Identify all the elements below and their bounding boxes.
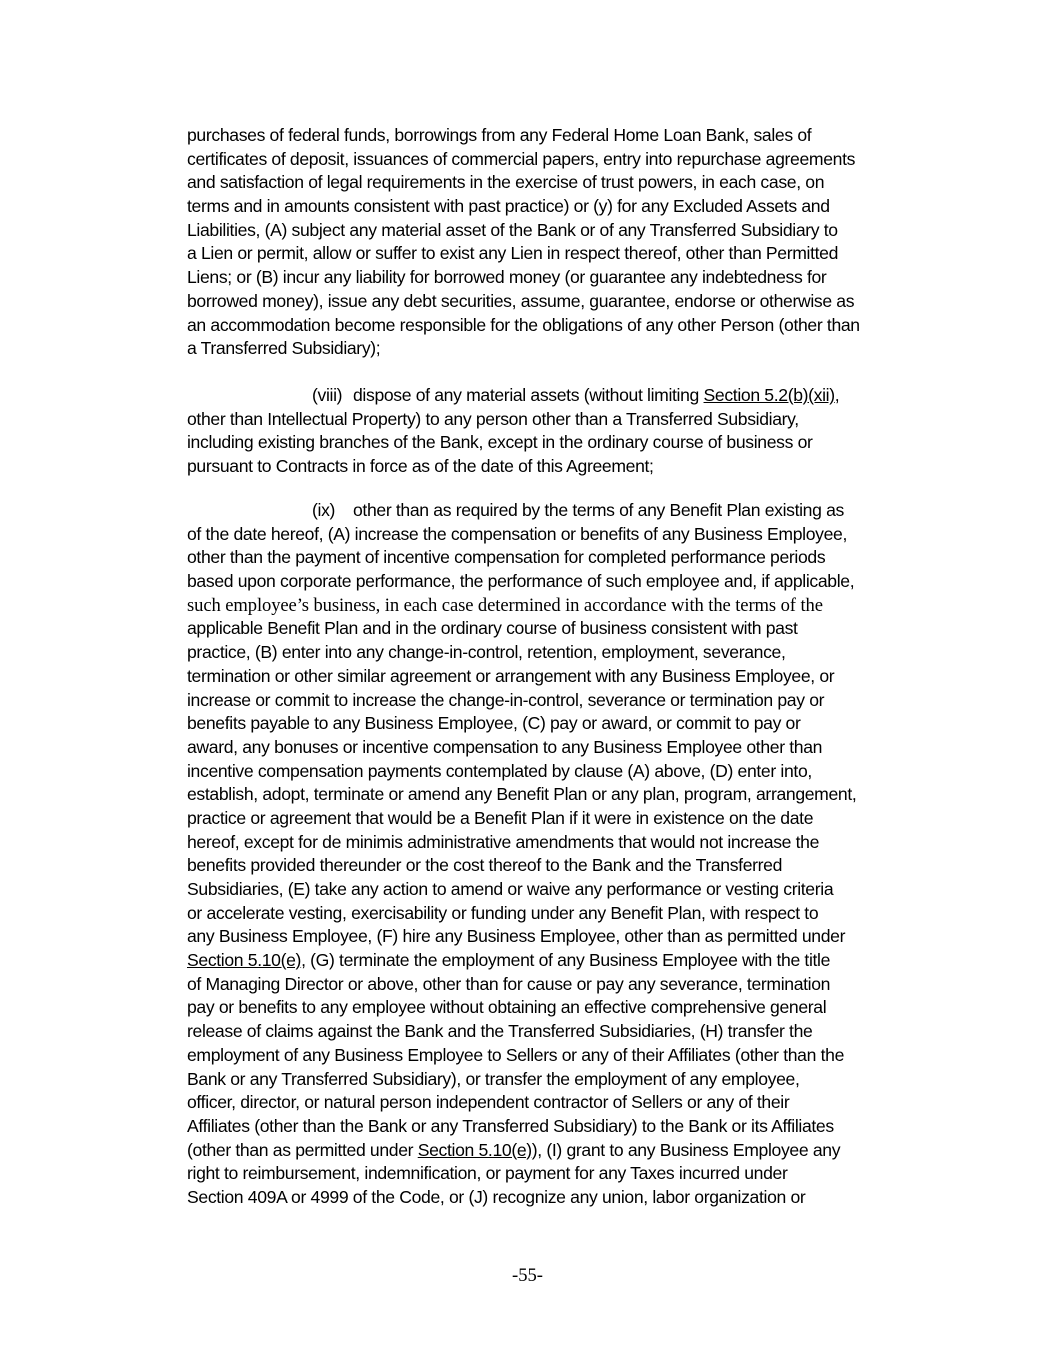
clause-ix-line: establish, adopt, terminate or amend any Benefit Plan or any plan, program, arrangement, (187, 784, 857, 805)
clause-viii-lines (187, 408, 935, 479)
clause-ix-line: other than the payment of incentive compensation for completed performance periods (187, 547, 826, 568)
clause-ix-line: incentive compensation payments contemplated by clause (A) above, (D) enter into, (187, 760, 812, 781)
continuation-line: terms and in amounts consistent with past practice) or (y) for any Excluded Assets and (187, 196, 830, 217)
section-ref-5-10-e: Section 5.10(e) (187, 950, 302, 971)
clause-ix-line: officer, director, or natural person independent contractor of Sellers or any of their (187, 1092, 790, 1113)
section-ref-5-2-b-xii: Section 5.2(b)(xii) (703, 385, 835, 405)
continuation-line: a Lien or permit, allow or suffer to exist any Lien in respect thereof, other than Permitted (187, 243, 839, 264)
clause-viii-line: other than Intellectual Property) to any person other than a Transferred Subsidiary, (187, 408, 799, 429)
clause-ix-line: benefits payable to any Business Employee, (C) pay or award, or commit to pay or (187, 713, 801, 734)
clause-ix-line: Subsidiaries, (E) take any action to amend or waive any performance or vesting criteria (187, 879, 834, 899)
continuation-line: and satisfaction of legal requirements in the exercise of trust powers, in each case, on (187, 172, 825, 193)
continuation-line: certificates of deposit, issuances of commercial papers, entry into repurchase agreements (187, 148, 856, 169)
clause-ix-lines-a (187, 523, 935, 594)
clause-ix-ref-line-2-before: (other than as permitted under (187, 1139, 418, 1160)
clause-ix-line: or accelerate vesting, exercisability or funding under any Benefit Plan, with respect to (187, 902, 819, 923)
clause-ix-line: release of claims against the Bank and the Transferred Subsidiaries, (H) transfer the (187, 1021, 813, 1042)
clause-ix-line: of the date hereof, (A) increase the compensation or benefits of any Business Employee, (187, 523, 848, 544)
clause-viii-line: pursuant to Contracts in force as of the date of this Agreement; (187, 456, 654, 477)
clause-viii-first-line (187, 384, 935, 408)
clause-ix-first-line-text: other than as required by the terms of any Benefit Plan existing as (353, 500, 844, 520)
clause-ix-label: (ix) (312, 500, 336, 520)
clause-ix-line: Affiliates (other than the Bank or any Transferred Subsidiary) to the Bank or its Affiliates (187, 1115, 834, 1136)
clause-viii-text-after-ref: , (834, 385, 840, 405)
clause-ix-line: any Business Employee, (F) hire any Business Employee, other than as permitted under (187, 926, 846, 947)
clause-ix-line: Bank or any Transferred Subsidiary), or transfer the employment of any employee, (187, 1068, 800, 1089)
clause-ix-line: practice or agreement that would be a Benefit Plan if it were in existence on the date (187, 807, 814, 828)
clause-ix-ref-line-1 (187, 949, 935, 973)
continuation-line: Liens; or (B) incur any liability for borrowed money (or guarantee any indebtedness for (187, 267, 827, 288)
clause-ix-line: hereof, except for de minimis administrative amendments that would not increase the (187, 831, 820, 852)
clause-ix-line: benefits provided thereunder or the cost thereof to the Bank and the Transferred (187, 855, 783, 876)
page-number: -55- (512, 1265, 543, 1286)
clause-viii-label: (viii) (312, 385, 343, 405)
clause-ix-line: applicable Benefit Plan and in the ordinary course of business consistent with past (187, 618, 798, 639)
continuation-line: purchases of federal funds, borrowings from any Federal Home Loan Bank, sales of (187, 125, 812, 145)
clause-ix-line: employment of any Business Employee to Sellers or any of their Affiliates (other than the (187, 1044, 844, 1065)
clause-ix-line: practice, (B) enter into any change-in-control, retention, employment, severance, (187, 642, 786, 663)
paragraph-continuation (187, 124, 935, 361)
clause-ix-lines-d (187, 1162, 935, 1209)
clause-ix-lines-c (187, 973, 935, 1139)
clause-ix-first-line (187, 499, 935, 523)
clause-viii-line: including existing branches of the Bank, except in the ordinary course of business or (187, 432, 813, 453)
section-ref-5-10-e-second: Section 5.10(e) (417, 1139, 532, 1160)
clause-viii-text-before-ref: dispose of any material assets (without limiting (353, 385, 704, 405)
clause-ix-line: of Managing Director or above, other than for cause or pay any severance, termination (187, 973, 831, 994)
clause-ix-serif-line: such employee’s business, in each case determined in accordance with the terms of the (187, 594, 823, 616)
clause-ix-line: termination or other similar agreement or arrangement with any Business Employee, or (187, 665, 835, 686)
clause-ix-lines-b (187, 617, 935, 949)
clause-ix-ref-line-1-after: , (G) terminate the employment of any Business Employee with the title (301, 950, 831, 971)
clause-viii (187, 384, 935, 479)
continuation-line: borrowed money), issue any debt securities, assume, guarantee, endorse or otherwise as (187, 290, 855, 311)
continuation-line: Liabilities, (A) subject any material asset of the Bank or of any Transferred Subsidiary to (187, 219, 838, 240)
clause-ix-line: award, any bonuses or incentive compensation to any Business Employee other than (187, 736, 823, 757)
clause-ix (187, 499, 935, 1210)
continuation-line: an accommodation become responsible for the obligations of any other Person (other than (187, 314, 860, 335)
clause-ix-line: pay or benefits to any employee without obtaining an effective comprehensive general (187, 997, 827, 1018)
clause-ix-line: Section 409A or 4999 of the Code, or (J) recognize any union, labor organization or (187, 1186, 806, 1207)
continuation-line: a Transferred Subsidiary); (187, 338, 381, 359)
clause-ix-line: increase or commit to increase the change-in-control, severance or termination pay or (187, 689, 825, 710)
clause-ix-ref-line-2 (187, 1139, 935, 1163)
clause-ix-ref-line-2-after: ), (I) grant to any Business Employee any (531, 1139, 841, 1160)
clause-ix-line: right to reimbursement, indemnification, or payment for any Taxes incurred under (187, 1163, 788, 1184)
clause-ix-line: based upon corporate performance, the performance of such employee and, if applicable, (187, 571, 855, 592)
